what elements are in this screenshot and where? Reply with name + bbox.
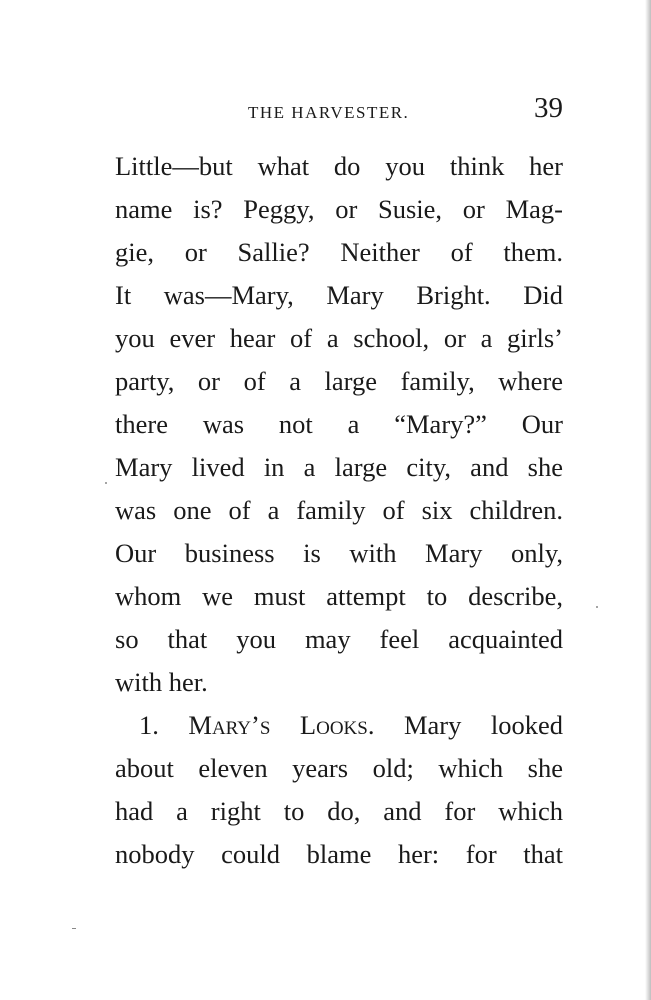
section-first-line — [115, 704, 563, 747]
text-line: about eleven years old; which she — [115, 753, 563, 783]
ink-speck — [72, 928, 76, 929]
text-line: so that you may feel acquainted — [115, 624, 563, 654]
body-text — [115, 145, 563, 876]
text-line: Little—but what do you think her — [115, 151, 563, 181]
text-line: with her. — [115, 667, 208, 697]
text-line: Mary lived in a large city, and she — [115, 452, 563, 482]
page-edge-shadow — [645, 0, 651, 1000]
text-line: name is? Peggy, or Susie, or Mag- — [115, 194, 563, 224]
section-first-line-text: Mary looked — [403, 710, 564, 740]
text-line: It was—Mary, Mary Bright. Did — [115, 280, 563, 310]
page-number: 39 — [534, 92, 563, 124]
text-line: you ever hear of a school, or a girls’ — [115, 323, 563, 353]
page-header — [115, 94, 563, 130]
ink-speck — [105, 482, 107, 484]
text-line: there was not a “Mary?” Our — [115, 409, 563, 439]
text-line: had a right to do, and for which — [115, 796, 563, 826]
text-line: gie, or Sallie? Neither of them. — [115, 237, 563, 267]
text-line: Our business is with Mary only, — [115, 538, 563, 568]
running-head: THE HARVESTER. — [248, 103, 410, 122]
section-number: 1. — [139, 710, 159, 740]
text-line: party, or of a large family, where — [115, 366, 563, 396]
section-heading: Mary’s Looks. — [188, 710, 375, 740]
text-line: nobody could blame her: for that — [115, 839, 563, 869]
text-line: whom we must attempt to describe, — [115, 581, 563, 611]
ink-speck — [596, 606, 598, 608]
text-line: was one of a family of six children. — [115, 495, 563, 525]
